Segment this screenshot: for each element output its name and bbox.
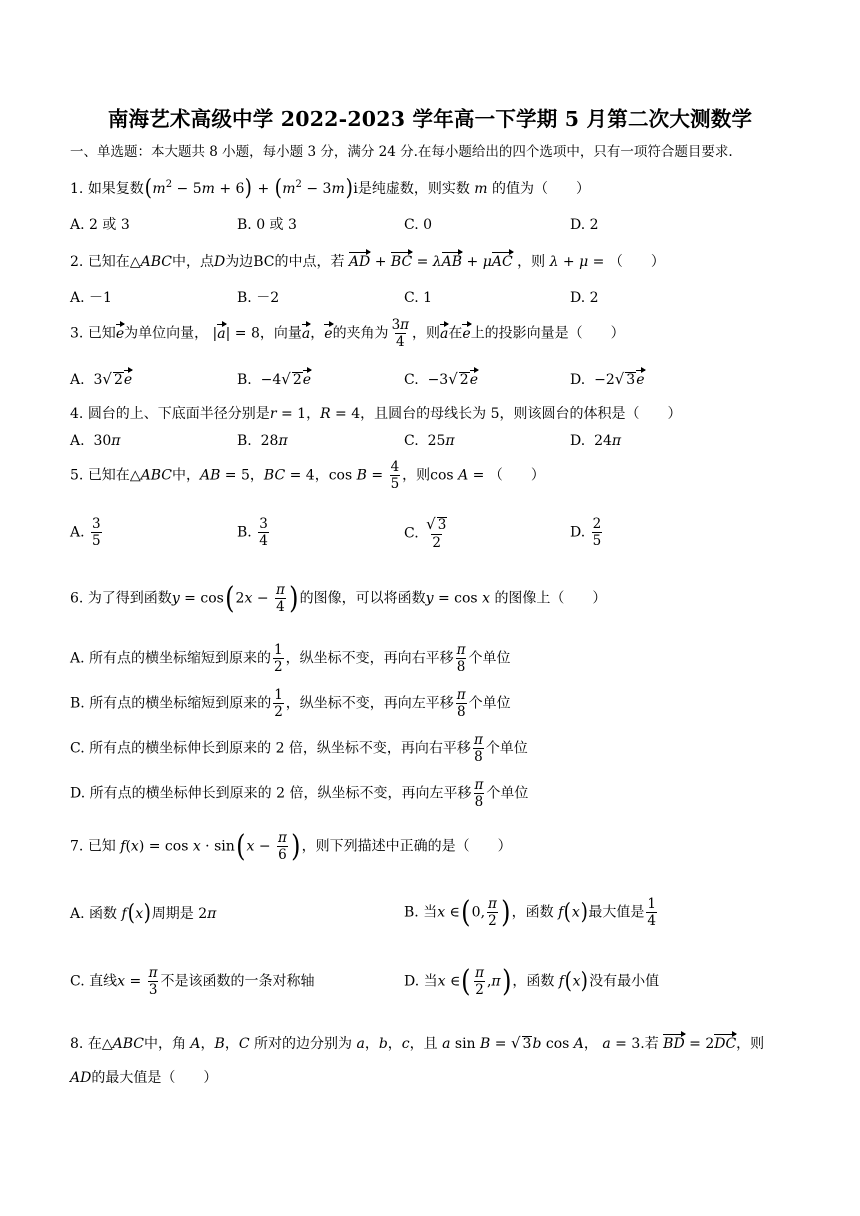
q6-option-b: B. 所有点的横坐标缩短到原来的 $\frac{1}{2}$ ，纵坐标不变，再向左平移 $\frac{\pi}{8}$ 个单位 — [70, 687, 511, 721]
q1-option-d: D. 2 — [570, 217, 599, 233]
question-8: 8. 在△ABC中，角 A，B，C 所对的边分别为 a，b，c，且 a sin B = √ 3b cos A， a = 3.若 BD = 2DC，则 — [70, 1034, 765, 1052]
q2-option-a: A. －1 — [70, 290, 112, 306]
q5-option-c: C. $\frac{√ 3}{2}$ — [404, 515, 447, 551]
q3-option-b: B. −4√ 2e — [237, 370, 312, 388]
question-4: 4. 圆台的上、下底面半径分别是r = 1，R = 4，且圆台的母线长为 5，则该圆台的体积是（ ） — [70, 406, 682, 422]
q6-option-c: C. 所有点的横坐标伸长到原来的 2 倍，纵坐标不变，再向右平移 $\frac{\pi}{8}$ 个单位 — [70, 732, 528, 766]
q7-option-c: C. 直线x = $\frac{\pi}{3}$ 不是该函数的一条对称轴 — [70, 965, 315, 999]
q7-option-a: A. 函数 f(x)周期是 2π — [70, 901, 217, 926]
q5-option-a: A. $\frac{3}{5}$ — [70, 516, 101, 550]
q3-option-c: C. −3√ 2e — [404, 370, 478, 388]
q4-option-c: C. 25π — [404, 433, 455, 449]
question-6: 6. 为了得到函数y = cos(2x − $\frac{\pi}{4}$ )的图像，可以将函数y = cos x 的图像上（ ） — [70, 580, 607, 616]
q6-option-a: A. 所有点的横坐标缩短到原来的 $\frac{1}{2}$ ，纵坐标不变，再向右平移 $\frac{\pi}{8}$ 个单位 — [70, 642, 511, 676]
q5-option-d: D. $\frac{2}{5}$ — [570, 516, 602, 550]
q6-option-d: D. 所有点的横坐标伸长到原来的 2 倍，纵坐标不变，再向左平移 $\frac{\pi}{8}$ 个单位 — [70, 777, 529, 811]
question-2: 2. 已知在△ABC中，点D为边BC的中点，若 AD + BC = λAB + μAC ，则 λ + μ = （ ） — [70, 254, 665, 270]
q3-option-a: A. 3√ 2e — [70, 370, 133, 388]
q5-option-b: B. $\frac{3}{4}$ — [237, 516, 268, 550]
q1-option-b: B. 0 或 3 — [237, 217, 297, 233]
page-title: 南海艺术高级中学 2022-2023 学年高一下学期 5 月第二次大测数学 — [107, 107, 753, 131]
section-heading: 一、单选题：本大题共 8 小题，每小题 3 分，满分 24 分.在每小题给出的四个选项中，只有一项符合题目要求. — [70, 144, 733, 160]
question-3: 3. 已知e为单位向量， |a| = 8，向量a，e的夹角为 $\frac{3\pi}{4}$ ，则a在e上的投影向量是（ ） — [70, 317, 625, 351]
q2-option-b: B. －2 — [237, 290, 280, 306]
q4-option-b: B. 28π — [237, 433, 288, 449]
question-8-line-2: AD的最大值是（ ） — [70, 1070, 218, 1086]
question-7: 7. 已知 f(x) = cos x · sin(x − $\frac{\pi}{6}$ )，则下列描述中正确的是（ ） — [70, 828, 512, 864]
q2-option-d: D. 2 — [570, 290, 599, 306]
q2-option-c: C. 1 — [404, 290, 433, 306]
q7-option-d: D. 当x ∈( $\frac{\pi}{2}$ ,π)，函数 f(x)没有最小值 — [404, 963, 660, 999]
question-5: 5. 已知在△ABC中，AB = 5，BC = 4，cos B = $\frac{4}{5}$ ，则cos A = （ ） — [70, 459, 545, 493]
q7-option-b: B. 当x ∈(0, $\frac{\pi}{2}$ )，函数 f(x)最大值是 $\frac{1}{4}$ — [404, 894, 656, 930]
q3-option-d: D. −2√ 3e — [570, 370, 645, 388]
q1-option-a: A. 2 或 3 — [70, 217, 130, 233]
q1-option-c: C. 0 — [404, 217, 433, 233]
q4-option-a: A. 30π — [70, 433, 121, 449]
question-1: 1. 如果复数$(m^2 - 5m + 6) + (m^2 - 3m)i$是纯虚数，则实数 m 的值为（ ） — [70, 176, 591, 201]
q4-option-d: D. 24π — [570, 433, 622, 449]
